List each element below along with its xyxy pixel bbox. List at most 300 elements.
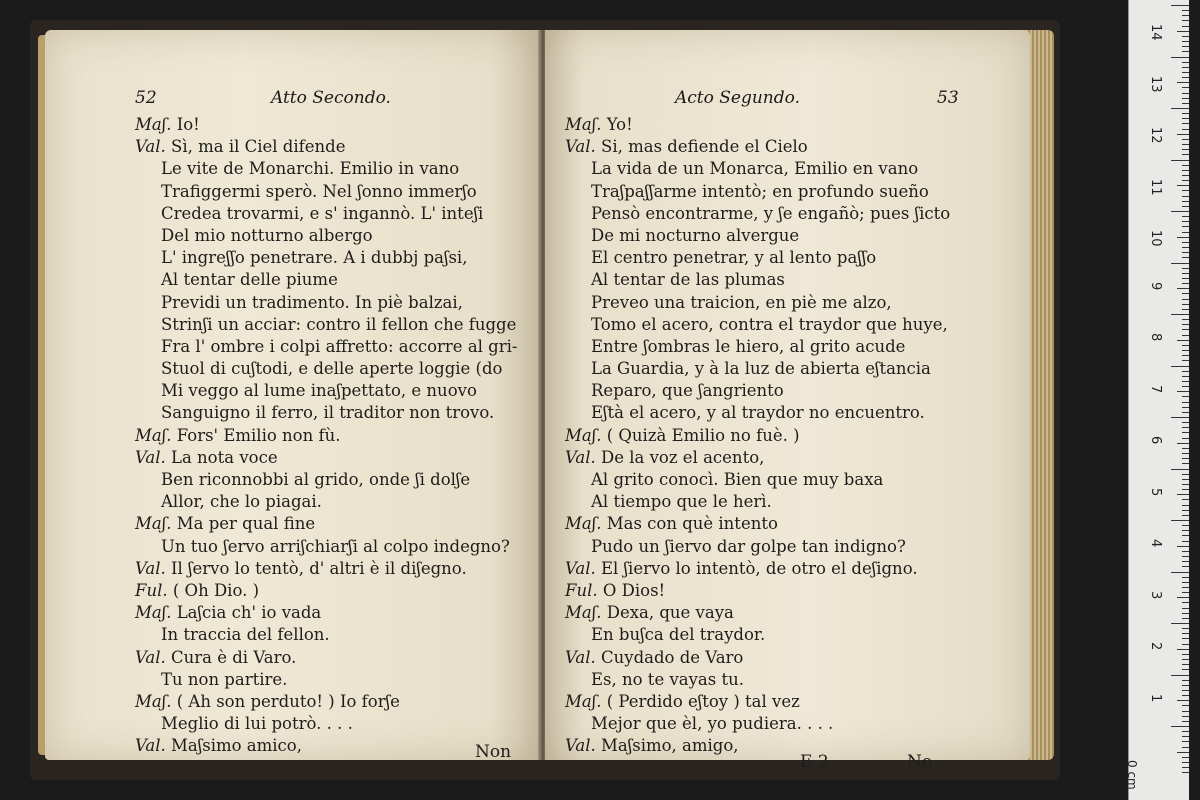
- ruler-tick: [1182, 201, 1189, 202]
- ruler-tick: [1171, 520, 1189, 521]
- ruler-tick: [1182, 638, 1189, 639]
- text-line: [565, 114, 950, 136]
- ruler-tick: [1182, 628, 1189, 629]
- ruler-tick: [1182, 154, 1189, 155]
- ruler-tick: [1182, 525, 1189, 526]
- text-line: [565, 713, 950, 735]
- text-line: [135, 536, 517, 558]
- ruler-tick: [1182, 87, 1189, 88]
- ruler-tick: [1182, 618, 1189, 619]
- text-line: [135, 380, 517, 402]
- text-line: [135, 114, 517, 136]
- verse-text: Un tuo ʃervo arriʃchiarʃi al colpo indegno?: [161, 536, 510, 556]
- left-text-block: [135, 114, 517, 757]
- text-line: [135, 136, 517, 158]
- ruler-tick: [1182, 350, 1189, 351]
- verse-text: Tu non partire.: [161, 669, 288, 689]
- ruler-tick: [1182, 283, 1189, 284]
- ruler-tick: [1182, 20, 1189, 21]
- verse-text: La Guardia, y à la luz de abierta eʃtancia: [591, 359, 931, 379]
- text-line: [135, 402, 517, 424]
- ruler-tick: [1182, 407, 1189, 408]
- verse-text: Reparo, que ʃangriento: [591, 381, 784, 401]
- ruler-tick: [1182, 175, 1189, 176]
- text-line: [565, 158, 950, 180]
- ruler-tick: [1182, 474, 1189, 475]
- ruler-tick: [1182, 747, 1189, 748]
- speaker-name: Val.: [565, 447, 596, 467]
- ruler-tick: [1171, 623, 1189, 624]
- ruler-tick: [1182, 685, 1189, 686]
- verse-text: In traccia del fellon.: [161, 625, 330, 645]
- speaker-name: Ful.: [135, 580, 168, 600]
- ruler-tick: [1182, 293, 1189, 294]
- ruler-tick: [1171, 314, 1189, 315]
- speaker-name: Val.: [565, 736, 596, 756]
- ruler-tick: [1182, 221, 1189, 222]
- verse-text: Al tentar delle piume: [161, 270, 338, 290]
- text-line: [565, 580, 950, 602]
- ruler-tick: [1182, 376, 1189, 377]
- verse-text: Ma per qual fine: [176, 514, 316, 534]
- text-line: [565, 336, 950, 358]
- speaker-name: Maʃ.: [565, 514, 602, 534]
- text-line: [135, 225, 517, 247]
- ruler-tick: [1182, 62, 1189, 63]
- ruler-number: 8: [1148, 333, 1163, 342]
- ruler-tick: [1182, 587, 1189, 588]
- ruler-tick: [1182, 613, 1189, 614]
- ruler-tick: [1182, 232, 1189, 233]
- ruler-tick: [1182, 448, 1189, 449]
- ruler-tick: [1182, 324, 1189, 325]
- ruler-tick: [1182, 705, 1189, 706]
- ruler-tick: [1182, 93, 1189, 94]
- left-catchword: Non: [475, 742, 512, 762]
- left-running-head: Atto Secondo.: [271, 88, 391, 108]
- ruler-tick: [1182, 644, 1189, 645]
- ruler-number: 14: [1148, 24, 1163, 41]
- ruler-tick: [1182, 26, 1189, 27]
- speaker-name: Val.: [135, 647, 166, 667]
- ruler-tick: [1182, 41, 1189, 42]
- ruler-tick: [1182, 360, 1189, 361]
- verse-text: Sanguigno il ferro, il traditor non trovo.: [161, 403, 495, 423]
- ruler-tick: [1182, 319, 1189, 320]
- ruler-tick: [1171, 675, 1189, 676]
- ruler-tick: [1182, 484, 1189, 485]
- text-line: [135, 491, 517, 513]
- text-line: [565, 469, 950, 491]
- text-line: [135, 647, 517, 669]
- speaker-name: Maʃ.: [135, 603, 172, 623]
- verse-text: Fors' Emilio non fù.: [176, 425, 341, 445]
- text-line: [565, 536, 950, 558]
- text-line: [135, 425, 517, 447]
- text-line: [135, 713, 517, 735]
- ruler-tick: [1171, 726, 1189, 727]
- text-line: [565, 292, 950, 314]
- verse-text: Pensò encontrarme, y ʃe engañò; pues ʃicto: [591, 203, 951, 223]
- text-line: [565, 624, 950, 646]
- ruler-tick: [1182, 479, 1189, 480]
- ruler-tick: [1182, 489, 1189, 490]
- ruler-tick: [1182, 592, 1189, 593]
- text-line: [565, 447, 950, 469]
- ruler-tick: [1177, 752, 1189, 753]
- ruler-tick: [1182, 736, 1189, 737]
- ruler-tick: [1182, 268, 1189, 269]
- ruler-tick: [1182, 602, 1189, 603]
- ruler-tick: [1182, 530, 1189, 531]
- ruler-tick: [1182, 371, 1189, 372]
- text-line: [565, 225, 950, 247]
- text-line: [565, 669, 950, 691]
- ruler-tick: [1182, 144, 1189, 145]
- text-line: [135, 203, 517, 225]
- ruler-tick: [1182, 67, 1189, 68]
- text-line: [135, 336, 517, 358]
- verse-text: ( Perdido eʃtoy ) tal vez: [606, 691, 800, 711]
- ruler-tick: [1182, 129, 1189, 130]
- ruler-tick: [1182, 432, 1189, 433]
- verse-text: Tomo el acero, contra el traydor que huye,: [591, 314, 948, 334]
- right-page-number: 53: [937, 88, 959, 108]
- verse-text: Al grito conocì. Bien que muy baxa: [591, 470, 884, 489]
- ruler-tick: [1182, 46, 1189, 47]
- speaker-name: Maʃ.: [565, 425, 602, 445]
- ruler-tick: [1182, 345, 1189, 346]
- ruler-tick: [1177, 288, 1189, 289]
- verse-text: Entre ʃombras le hiero, al grito acude: [591, 336, 906, 356]
- ruler-tick: [1182, 633, 1189, 634]
- ruler-tick: [1182, 335, 1189, 336]
- ruler-tick: [1182, 551, 1189, 552]
- ruler-tick: [1182, 242, 1189, 243]
- ruler-tick: [1177, 134, 1189, 135]
- verse-text: Maʃsimo amico,: [171, 736, 302, 756]
- ruler-tick: [1182, 535, 1189, 536]
- left-page: [45, 30, 540, 760]
- text-line: [135, 735, 517, 757]
- ruler-tick: [1171, 417, 1189, 418]
- text-line: [565, 136, 950, 158]
- ruler-tick: [1171, 211, 1189, 212]
- verse-text: Stuol di cuʃtodi, e delle aperte loggie (do: [161, 359, 503, 379]
- ruler-number: 10: [1148, 230, 1163, 247]
- ruler-tick: [1182, 556, 1189, 557]
- text-line: [565, 558, 950, 580]
- text-line: [565, 425, 950, 447]
- ruler-tick: [1171, 572, 1189, 573]
- text-line: [135, 269, 517, 291]
- measuring-ruler: [1125, 0, 1189, 800]
- ruler-tick: [1182, 386, 1189, 387]
- ruler-tick: [1182, 463, 1189, 464]
- verse-text: La nota voce: [171, 447, 278, 467]
- ruler-tick: [1177, 443, 1189, 444]
- verse-text: Trafiggermi sperò. Nel ʃonno immerʃo: [161, 181, 477, 201]
- speaker-name: Val.: [565, 647, 596, 667]
- ruler-tick: [1182, 680, 1189, 681]
- verse-text: Laʃcia ch' io vada: [176, 603, 322, 623]
- text-line: [565, 314, 950, 336]
- text-line: [135, 602, 517, 624]
- speaker-name: Maʃ.: [135, 514, 172, 534]
- speaker-name: Val.: [135, 736, 166, 756]
- ruler-tick: [1182, 741, 1189, 742]
- ruler-number: 5: [1148, 487, 1163, 496]
- ruler-tick: [1182, 247, 1189, 248]
- verse-text: Mas con què intento: [606, 514, 778, 534]
- verse-text: Meglio di lui potrò. . . .: [161, 714, 353, 734]
- ruler-tick: [1182, 695, 1189, 696]
- text-line: [565, 513, 950, 535]
- ruler-tick: [1182, 355, 1189, 356]
- ruler-number: 4: [1148, 539, 1163, 548]
- right-catchword: No: [907, 752, 933, 772]
- text-line: [135, 580, 517, 602]
- text-line: [135, 292, 517, 314]
- ruler-tick: [1182, 608, 1189, 609]
- text-line: [135, 247, 517, 269]
- ruler-tick: [1182, 510, 1189, 511]
- verse-text: Strinʃi un acciar: contro il fellon che fugge: [161, 314, 517, 334]
- verse-text: Allor, che lo piagai.: [161, 492, 322, 512]
- ruler-tick: [1182, 180, 1189, 181]
- text-line: [135, 691, 517, 713]
- text-line: [135, 447, 517, 469]
- ruler-tick: [1182, 561, 1189, 562]
- verse-text: En buʃca del traydor.: [591, 625, 766, 645]
- ruler-tick: [1177, 494, 1189, 495]
- ruler-tick: [1177, 700, 1189, 701]
- verse-text: El centro penetrar, y al lento paʃʃo: [591, 248, 877, 268]
- ruler-tick: [1182, 190, 1189, 191]
- ruler-tick: [1182, 515, 1189, 516]
- verse-text: Fra l' ombre i colpi affretto: accorre al gri-: [161, 336, 518, 356]
- ruler-tick: [1182, 165, 1189, 166]
- text-line: [135, 314, 517, 336]
- ruler-tick: [1182, 577, 1189, 578]
- text-line: [135, 558, 517, 580]
- ruler-tick: [1182, 422, 1189, 423]
- verse-text: Si, mas defiende el Cielo: [601, 137, 808, 157]
- ruler-number: 3: [1148, 590, 1163, 599]
- verse-text: L' ingreʃʃo penetrare. A i dubbj paʃsi,: [161, 248, 468, 268]
- ruler-tick: [1182, 118, 1189, 119]
- ruler-tick: [1182, 170, 1189, 171]
- ruler-tick: [1182, 196, 1189, 197]
- verse-text: Al tentar de las plumas: [591, 270, 785, 290]
- ruler-tick: [1171, 469, 1189, 470]
- verse-text: O Dios!: [602, 580, 666, 600]
- ruler-tick: [1182, 716, 1189, 717]
- ruler-tick: [1171, 263, 1189, 264]
- ruler-tick: [1177, 649, 1189, 650]
- ruler-tick: [1182, 304, 1189, 305]
- ruler-tick: [1182, 113, 1189, 114]
- ruler-tick: [1182, 51, 1189, 52]
- ruler-tick: [1182, 103, 1189, 104]
- ruler-tick: [1182, 458, 1189, 459]
- text-line: [565, 402, 950, 424]
- verse-text: Ben riconnobbi al grido, onde ʃi dolʃe: [161, 470, 471, 489]
- speaker-name: Maʃ.: [565, 115, 602, 134]
- ruler-tick: [1182, 659, 1189, 660]
- ruler-tick: [1182, 721, 1189, 722]
- speaker-name: Maʃ.: [565, 691, 602, 711]
- ruler-tick: [1182, 273, 1189, 274]
- ruler-tick: [1177, 340, 1189, 341]
- text-line: [135, 669, 517, 691]
- verse-text: Credea trovarmi, e s' ingannò. L' inteʃi: [161, 203, 484, 223]
- ruler-tick: [1182, 278, 1189, 279]
- speaker-name: Maʃ.: [135, 425, 172, 445]
- text-line: [565, 735, 950, 757]
- ruler-tick: [1171, 57, 1189, 58]
- text-line: [135, 513, 517, 535]
- ruler-tick: [1182, 36, 1189, 37]
- ruler-tick: [1182, 15, 1189, 16]
- ruler-tick: [1171, 366, 1189, 367]
- ruler-tick: [1177, 597, 1189, 598]
- ruler-number: 2: [1148, 642, 1163, 651]
- ruler-tick: [1182, 77, 1189, 78]
- right-running-head: Acto Segundo.: [675, 88, 800, 108]
- verse-text: Io!: [176, 115, 200, 134]
- ruler-tick: [1182, 772, 1189, 773]
- ruler-tick: [1182, 381, 1189, 382]
- ruler-tick: [1182, 123, 1189, 124]
- text-line: [135, 469, 517, 491]
- ruler-number: 13: [1148, 75, 1163, 93]
- text-line: [565, 602, 950, 624]
- ruler-unit-label: 0 cm: [1125, 760, 1139, 790]
- verse-text: Eʃtà el acero, y al traydor no encuentro.: [591, 403, 925, 423]
- ruler-tick: [1182, 767, 1189, 768]
- verse-text: Cuydado de Varo: [601, 647, 744, 667]
- verse-text: Il ʃervo lo tentò, d' altri è il diʃegno.: [171, 558, 467, 578]
- ruler-number: 7: [1148, 384, 1163, 393]
- ruler-tick: [1177, 31, 1189, 32]
- text-line: [565, 380, 950, 402]
- ruler-tick: [1182, 654, 1189, 655]
- verse-text: ( Oh Dio. ): [172, 580, 260, 600]
- verse-text: Es, no te vayas tu.: [591, 669, 744, 689]
- verse-text: Al tiempo que le herì.: [591, 492, 772, 512]
- ruler-tick: [1182, 252, 1189, 253]
- ruler-tick: [1177, 546, 1189, 547]
- right-text-block: [565, 114, 950, 757]
- ruler-tick: [1182, 427, 1189, 428]
- ruler-number: 12: [1148, 127, 1163, 144]
- verse-text: Mejor que èl, yo pudiera. . . .: [591, 714, 834, 734]
- ruler-tick: [1182, 582, 1189, 583]
- verse-text: Le vite de Monarchi. Emilio in vano: [161, 159, 460, 179]
- text-line: [565, 203, 950, 225]
- verse-text: La vida de un Monarca, Emilio en vano: [591, 159, 919, 179]
- verse-text: Mi veggo al lume inaʃpettato, e nuovo: [161, 381, 477, 401]
- ruler-tick: [1182, 499, 1189, 500]
- verse-text: El ʃiervo lo intentò, de otro el deʃigno.: [601, 558, 918, 578]
- text-line: [565, 358, 950, 380]
- ruler-tick: [1182, 309, 1189, 310]
- ruler-tick: [1171, 160, 1189, 161]
- text-line: [135, 624, 517, 646]
- ruler-number: 1: [1148, 693, 1163, 702]
- ruler-tick: [1182, 226, 1189, 227]
- text-line: [565, 181, 950, 203]
- ruler-tick: [1182, 329, 1189, 330]
- verse-text: ( Quizà Emilio no fuè. ): [606, 425, 800, 445]
- verse-text: Sì, ma il Ciel difende: [171, 137, 346, 157]
- ruler-tick: [1182, 402, 1189, 403]
- ruler-tick: [1182, 711, 1189, 712]
- ruler-tick: [1182, 10, 1189, 11]
- speaker-name: Val.: [565, 137, 596, 157]
- ruler-tick: [1182, 257, 1189, 258]
- ruler-tick: [1182, 139, 1189, 140]
- verse-text: ( Ah son perduto! ) Io forʃe: [176, 691, 400, 711]
- ruler-tick: [1177, 391, 1189, 392]
- text-line: [565, 269, 950, 291]
- ruler-tick: [1182, 216, 1189, 217]
- verse-text: Preveo una traicion, en piè me alzo,: [591, 292, 892, 312]
- speaker-name: Val.: [135, 447, 166, 467]
- verse-text: De la voz el acento,: [601, 447, 765, 467]
- speaker-name: Maʃ.: [135, 691, 172, 711]
- text-line: [135, 181, 517, 203]
- ruler-tick: [1177, 185, 1189, 186]
- speaker-name: Ful.: [565, 580, 598, 600]
- ruler-tick: [1182, 438, 1189, 439]
- verse-text: Traʃpaʃʃarme intentò; en profundo sueño: [591, 181, 929, 201]
- ruler-tick: [1182, 757, 1189, 758]
- text-line: [565, 691, 950, 713]
- verse-text: Dexa, que vaya: [606, 603, 734, 623]
- ruler-tick: [1182, 396, 1189, 397]
- ruler-tick: [1182, 731, 1189, 732]
- speaker-name: Val.: [135, 558, 166, 578]
- right-signature-mark: E 2: [800, 752, 829, 772]
- right-page: [545, 30, 1030, 772]
- text-line: [565, 247, 950, 269]
- ruler-tick: [1182, 453, 1189, 454]
- ruler-tick: [1182, 664, 1189, 665]
- verse-text: Pudo un ʃiervo dar golpe tan indigno?: [591, 536, 906, 556]
- verse-text: Yo!: [606, 115, 633, 134]
- speaker-name: Val.: [135, 137, 166, 157]
- ruler-tick: [1182, 690, 1189, 691]
- ruler-tick: [1182, 299, 1189, 300]
- speaker-name: Val.: [565, 558, 596, 578]
- text-line: [135, 158, 517, 180]
- ruler-tick: [1182, 762, 1189, 763]
- ruler-tick: [1177, 237, 1189, 238]
- ruler-tick: [1182, 206, 1189, 207]
- ruler-tick: [1182, 541, 1189, 542]
- ruler-tick: [1182, 412, 1189, 413]
- ruler-number: 11: [1148, 178, 1163, 196]
- ruler-tick: [1177, 82, 1189, 83]
- verse-text: Cura è di Varo.: [171, 647, 297, 667]
- ruler-tick: [1171, 5, 1189, 6]
- speaker-name: Maʃ.: [565, 603, 602, 623]
- ruler-tick: [1182, 149, 1189, 150]
- verse-text: Maʃsimo, amigo,: [601, 736, 739, 756]
- ruler-tick: [1182, 98, 1189, 99]
